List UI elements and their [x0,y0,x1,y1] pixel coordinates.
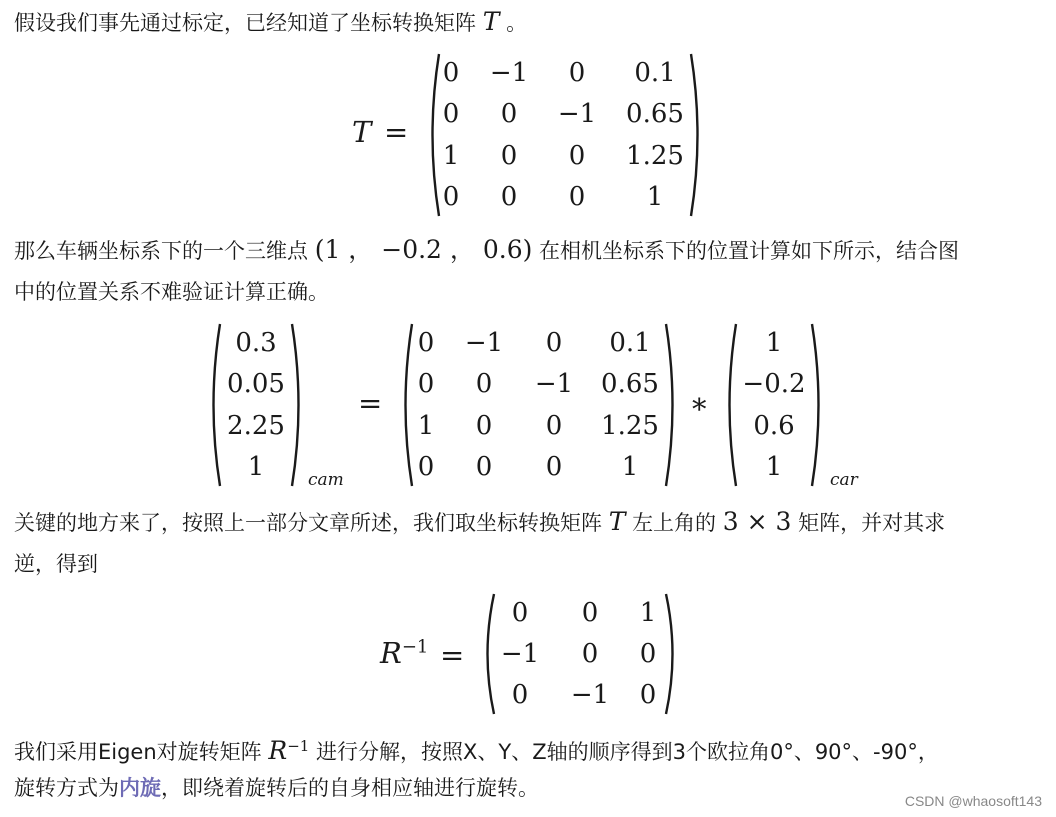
p3-var-t: T [608,507,626,536]
paragraph-4 [14,730,939,768]
matrix-cell: −1 [570,680,610,711]
p1-text-b: 。 [506,11,528,35]
matrix-cell: 2.25 [227,410,285,441]
matrix-cell: 1.25 [601,410,659,441]
matrix-cell: 0 [581,639,599,669]
matrix-cell: 1 [646,182,664,213]
matrix-cell: 0 [475,452,493,483]
matrix-cell: 0 [417,452,435,483]
left-paren [488,594,495,714]
left-paren [406,324,413,486]
right-paren [812,324,819,486]
p2-text-a: 那么车辆坐标系下的一个三维点 [14,239,308,263]
matrix-cell: 0 [500,99,518,130]
left-paren [214,324,221,486]
right-paren [666,324,673,486]
eq3-lhs: $R^{-1}$ [380,636,429,670]
matrix-cell: 0 [511,680,529,711]
p1-var-t: T [482,7,500,36]
matrix-cell: 0 [442,99,460,130]
p5-text-a: 旋转方式为 [14,776,119,800]
paragraph-3b: 逆，得到 [14,552,98,576]
matrix-cell: 0 [500,182,518,213]
matrix-cell: 0.65 [626,99,684,130]
p2-point: (1 ， −0.2 ， 0.6) [314,235,533,264]
matrix-cell: 0.3 [235,327,277,358]
paragraph-3 [14,506,945,539]
matrix-cell: 0 [511,597,529,628]
matrix-cell: 1 [621,452,639,483]
matrix-cell: 0 [442,182,460,213]
eq2-cam-vector [206,322,306,488]
matrix-cell: 1 [417,410,435,441]
eq2-equals: = [358,386,383,420]
p5-text-b: ，即绕着旋转后的自身相应轴进行旋转。 [161,776,539,800]
matrix-cell: 0.65 [601,369,659,400]
p3-dims: 3 × 3 [722,507,792,536]
matrix-cell: −1 [464,327,504,358]
eq2-car-vector [722,322,826,488]
p4-sup: −1 [287,737,310,755]
eq1-equals: = [384,115,409,149]
csdn-watermark: CSDN @whaosoft143 [904,793,1042,809]
p3-text-b: 左上角的 [632,511,717,535]
paragraph-5 [14,772,539,804]
eq1-matrix [425,52,705,218]
p4-text-b: 进行分解，按照X、Y、Z轴的顺序得到3个欧拉角0°、90°、-90°， [316,740,939,764]
matrix-cell: 1 [442,140,460,171]
eq2-car-subscript: car [830,470,858,490]
eq2-matrix [398,322,680,488]
left-paren [730,324,737,486]
eq3-matrix [480,592,680,716]
matrix-cell: −1 [534,369,574,400]
matrix-cell: −1 [489,57,529,88]
matrix-cell: −0.2 [742,369,806,400]
p3-text-c: 矩阵，并对其求 [798,511,946,535]
matrix-cell: 0 [639,680,657,711]
paragraph-1 [14,6,527,39]
matrix-cell: 0.6 [753,410,795,441]
matrix-cell: 0 [500,140,518,171]
matrix-cell: 0 [545,410,563,441]
matrix-cell: 0 [417,327,435,358]
p4-var-r: R [268,736,288,765]
matrix-cell: 1 [639,597,657,628]
matrix-cell: 0 [442,57,460,88]
inner-rotation-link[interactable]: 内旋 [119,776,161,800]
matrix-cell: −1 [557,99,597,130]
matrix-cell: −1 [500,639,540,669]
matrix-cell: 0 [581,597,599,628]
matrix-cell: 0 [568,140,586,171]
matrix-cell: 0 [639,639,657,669]
matrix-cell: 0 [545,327,563,358]
matrix-cell: 0.05 [227,369,285,400]
p2-text-b: 在相机坐标系下的位置计算如下所示，结合图 [539,239,960,263]
matrix-cell: 0 [417,369,435,400]
eq3-equals: = [440,638,465,672]
eq2-cam-subscript: cam [308,470,344,490]
matrix-cell: 0 [475,369,493,400]
matrix-cell: 1.25 [626,140,684,171]
matrix-cell: 1 [247,452,265,483]
matrix-cell: 0.1 [609,327,651,358]
right-paren [292,324,299,486]
matrix-cell: 0 [568,57,586,88]
matrix-cell: 0 [545,452,563,483]
right-paren [666,594,673,714]
matrix-cell: 0 [475,410,493,441]
right-paren [691,54,698,216]
eq1-lhs: T [352,115,372,149]
matrix-cell: 0.1 [634,57,676,88]
p4-text-a: 我们采用Eigen对旋转矩阵 [14,740,262,764]
eq2-times: * [692,392,707,426]
matrix-cell: 1 [765,452,783,483]
left-paren [433,54,440,216]
p1-text-a: 假设我们事先通过标定，已经知道了坐标转换矩阵 [14,11,476,35]
p3-text-a: 关键的地方来了，按照上一部分文章所述，我们取坐标转换矩阵 [14,511,602,535]
paragraph-2b: 中的位置关系不难验证计算正确。 [14,280,329,304]
matrix-cell: 1 [765,327,783,358]
paragraph-2 [14,234,959,267]
matrix-cell: 0 [568,182,586,213]
